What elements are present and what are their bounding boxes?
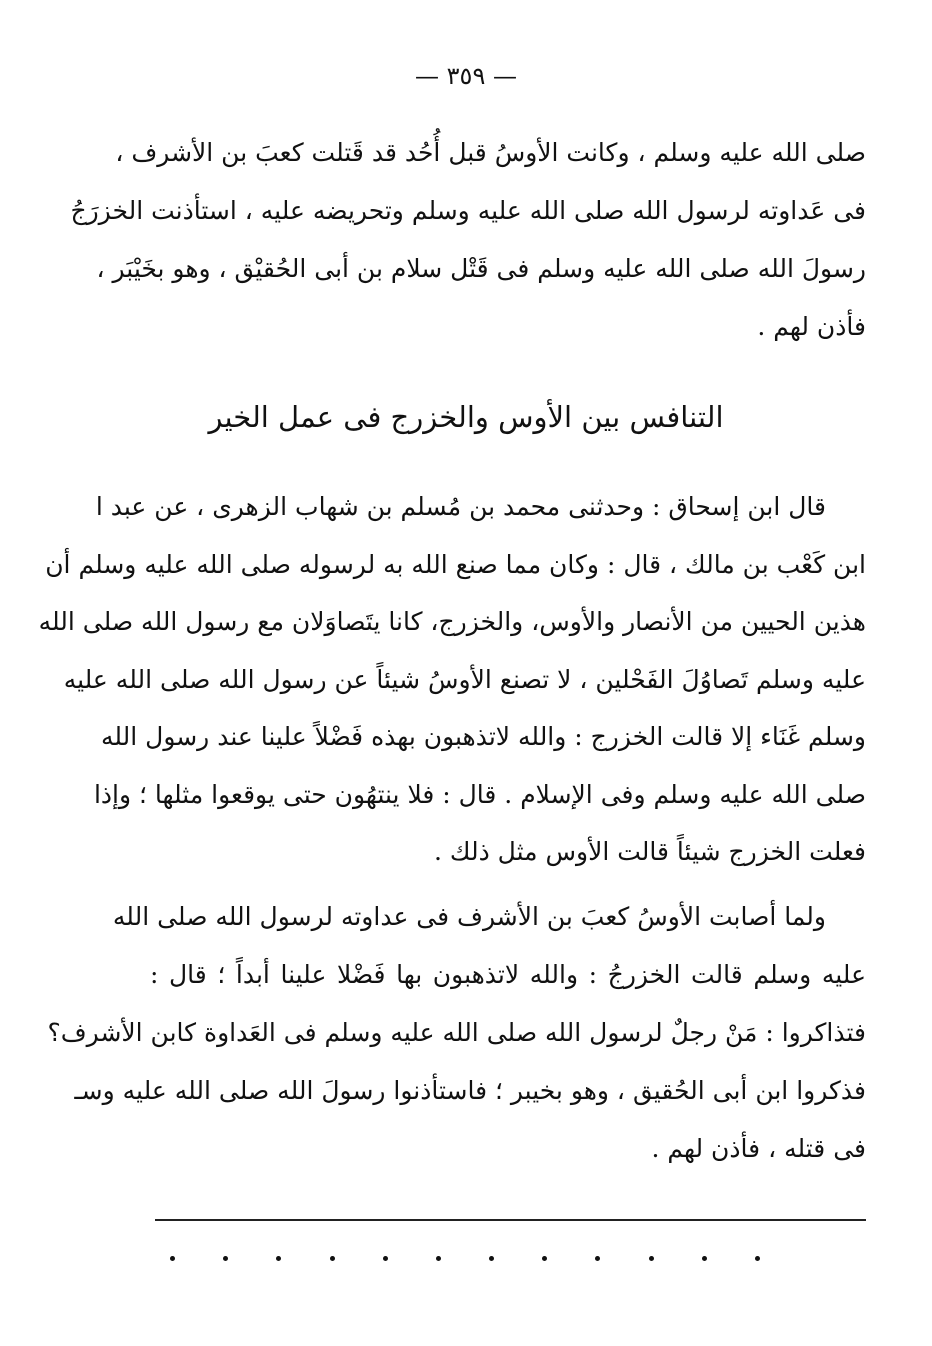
text-line: صلى الله عليه وسلم ، وكانت الأوسُ قبل أُحُد قد قَتلت كعبَ بن الأشرف ، [115, 138, 866, 167]
paragraph-3 [47, 888, 866, 1178]
text-line: فعلت الخزرج شيئاً قالت الأوس مثل ذلك . [434, 837, 866, 866]
footer-dot [595, 1256, 600, 1261]
text-line: قال ابن إسحاق : وحدثنى محمد بن مُسلم بن شهاب الزهرى ، عن عبد ا [95, 492, 826, 521]
footer-dot [755, 1256, 760, 1261]
footer-dot [223, 1256, 228, 1261]
text-line: عليه وسلم تَصاوُلَ الفَحْلين ، لا تصنع الأوسُ شيئاً عن رسول الله صلى الله عليه [63, 664, 866, 694]
text-line: صلى الله عليه وسلم وفى الإسلام . قال : فلا ينتهُون حتى يوقعوا مثلها ؛ وإذا [93, 779, 866, 809]
footer-dot [542, 1256, 547, 1261]
text-line: فتذاكروا : مَنْ رجلٌ لرسول الله صلى الله عليه وسلم فى العَداوة كابن الأشرف؟ [47, 1018, 866, 1047]
text-line: فى عَداوته لرسول الله صلى الله عليه وسلم وتحريضه عليه ، استأذنت الخزرَجُ [70, 196, 866, 225]
footer-dot [436, 1256, 441, 1261]
footer-dot [702, 1256, 707, 1261]
text-line: ولما أصابت الأوسُ كعبَ بن الأشرف فى عداوته لرسول الله صلى الله [112, 902, 826, 931]
footnote-rule [155, 1219, 866, 1221]
footer-dot [170, 1256, 175, 1261]
paragraph-2 [38, 478, 866, 881]
text-line: فى قتله ، فأذن لهم . [651, 1134, 866, 1163]
footer-dot [330, 1256, 335, 1261]
paragraph-1 [70, 124, 866, 356]
text-line: هذين الحيين من الأنصار والأوس، والخزرج، كانا يتَصاوَلان مع رسول الله صلى الله [38, 607, 866, 636]
text-line: فأذن لهم . [757, 312, 866, 341]
footer-dots [170, 1250, 760, 1266]
footer-dot [649, 1256, 654, 1261]
text-line: عليه وسلم قالت الخزرجُ : والله لاتذهبون بها فَضْلا علينا أبداً ؛ قال : [150, 960, 866, 989]
footer-dot [489, 1256, 494, 1261]
page-number: — ٣٥٩ — [415, 62, 517, 90]
text-line: ابن كَعْب بن مالك ، قال : وكان مما صنع الله به لرسوله صلى الله عليه وسلم أن [45, 549, 866, 579]
text-line: رسولَ الله صلى الله عليه وسلم فى قَتْل سلام بن أبى الحُقيْق ، وهو بخَيْبَر ، [96, 254, 866, 283]
section-heading: التنافس بين الأوس والخزرج فى عمل الخير [208, 400, 724, 434]
footer-dot [276, 1256, 281, 1261]
footer-dot [383, 1256, 388, 1261]
text-line: فذكروا ابن أبى الحُقيق ، وهو بخيبر ؛ فاستأذنوا رسولَ الله صلى الله عليه وسـ [74, 1076, 866, 1105]
text-line: وسلم غَنَاء إلا قالت الخزرج : والله لاتذهبون بهذه فَضْلاً علينا عند رسول الله [100, 722, 866, 751]
